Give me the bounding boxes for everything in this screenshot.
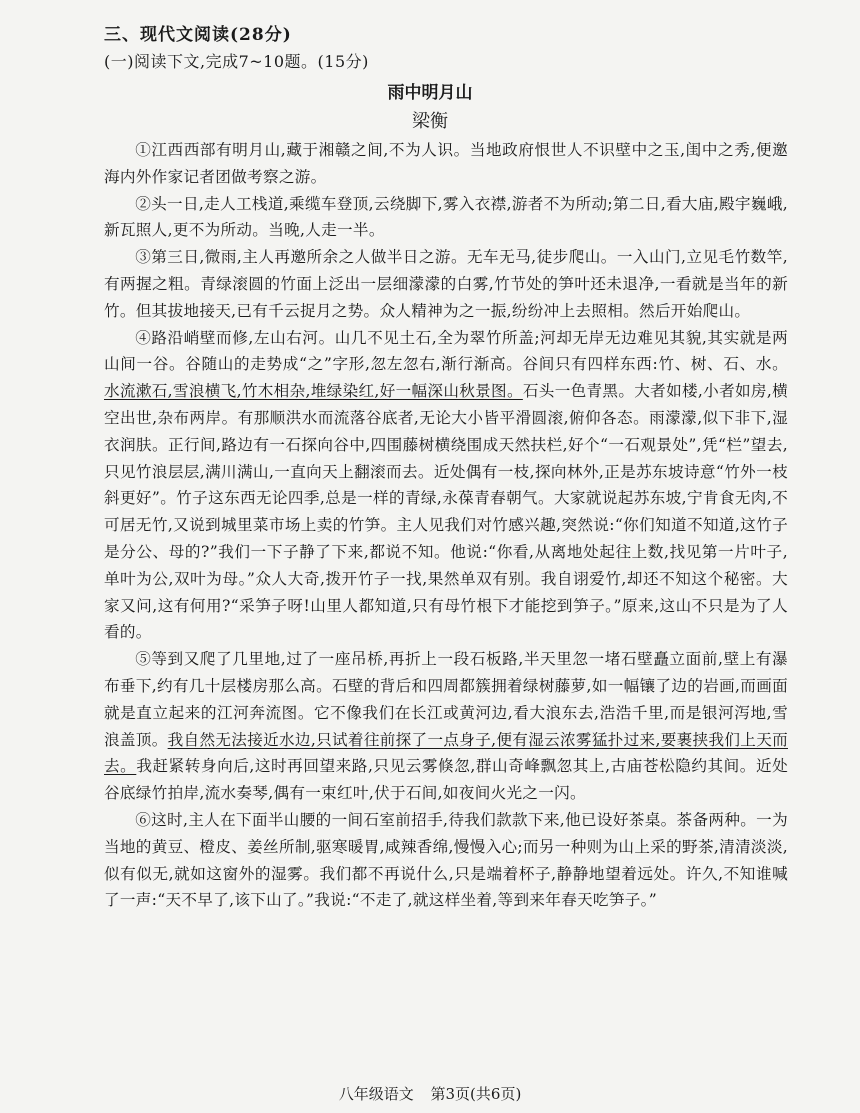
reading-instruction: (一)阅读下文,完成7~10题。(15分) (104, 52, 369, 71)
article-paragraph (104, 325, 788, 647)
paragraph-text: ②头一日,走人工栈道,乘缆车登顶,云绕脚下,雾入衣襟,游者不为所动;第二日,看大庙,殿宇巍峨,新瓦照人,更不为所动。当晚,人走一半。 (104, 194, 788, 240)
article-paragraph (104, 244, 788, 324)
paragraph-text: ③第三日,微雨,主人再邀所余之人做半日之游。无车无马,徒步爬山。一入山门,立见毛竹数竿,有两握之粗。青绿滚圆的竹面上泛出一层细濛濛的白雾,竹节处的笋叶还未退净,一看就是当年的新竹。但其拔地接天,已有千云捉月之势。众人精神为之一振,纷纷冲上去照相。然后开始爬山。 (104, 248, 788, 320)
footer-page-number: 第3页(共6页) (430, 1085, 522, 1103)
paragraph-text: ⑤等到又爬了几里地,过了一座吊桥,再折上一段石板路,半天里忽一堵石壁矗立面前,壁上有瀑布垂下,约有几十层楼房那么高。石壁的背后和四周都簇拥着绿树藤萝,如一幅镶了边的岩画,而画面就是直立起来的江河奔流图。它不像我们在长江或黄河边,看大浪东去,浩浩千里,而是银河泻地,雪浪盖顶。 (104, 650, 788, 749)
page-footer (0, 1083, 860, 1104)
article-body (104, 137, 788, 914)
underlined-sentence: 我自然无法接近水边,只试着往前探了一点身子,便有湿云浓雾猛扑过来,要裹挟我们上天而去。 (104, 730, 788, 776)
article-author: 梁衡 (412, 111, 448, 132)
footer-subject: 八年级语文 (338, 1085, 414, 1103)
article-paragraph (104, 646, 788, 807)
paragraph-text: 石头一色青黑。大者如楼,小者如房,横空出世,杂布两岸。有那顺洪水而流落谷底者,无论大小皆平滑圆滚,俯仰各态。雨濛濛,似下非下,湿衣润肤。正行间,路边有一石探向谷中,四围藤树横绕围成天然扶栏,好个“一石观景处”,凭“栏”望去,只见竹浪层层,满川满山,一直向天上翻滚而去。近处偶有一枝,探向林外,正是苏东坡诗意“竹外一枝斜更好”。竹子这东西无论四季,总是一样的青绿,永葆青春朝气。大家就说起苏东坡,宁肯食无肉,不可居无竹,又说到城里菜市场上卖的竹笋。主人见我们对竹感兴趣,突然说:“你们知道不知道,这竹子是分公、母的?”我们一下子静了下来,都说不知。他说:“你看,从离地处起往上数,找见第一片叶子,单叶为公,双叶为母。”众人大奇,拨开竹子一找,果然单双有别。我自诩爱竹,却还不知这个秘密。大家又问,这有何用?“采笋子呀!山里人都知道,只有母竹根下才能挖到笋子。”原来,这山不只是为了人看的。 (104, 382, 788, 642)
article-paragraph (104, 137, 788, 191)
paragraph-text: ①江西西部有明月山,藏于湘赣之间,不为人识。当地政府恨世人不识壁中之玉,闺中之秀,便邀海内外作家记者团做考察之游。 (104, 141, 788, 186)
paragraph-text: ⑥这时,主人在下面半山腰的一间石室前招手,待我们款款下来,他已设好茶桌。茶备两种。一为当地的黄豆、橙皮、姜丝所制,驱寒暖胃,咸辣香绵,慢慢入心;而另一种则为山上采的野茶,清清淡淡,似有似无,就如这窗外的湿雾。我们都不再说什么,只是端着杯子,静静地望着远处。许久,不知谁喊了一声:“天不早了,该下山了。”我说:“不走了,就这样坐着,等到来年春天吃笋子。” (104, 810, 788, 910)
paragraph-text: ④路沿峭壁而修,左山右河。山几不见土石,全为翠竹所盖;河却无岸无边难见其貌,其实就是两山间一谷。谷随山的走势成“之”字形,忽左忽右,渐行渐高。谷间只有四样东西:竹、树、石、水。 (104, 328, 788, 374)
article-title: 雨中明月山 (387, 83, 473, 103)
paragraph-text: 我赶紧转身向后,这时再回望来路,只见云雾倏忽,群山奇峰飘忽其上,古庙苍松隐约其间。近处谷底绿竹拍岸,流水奏琴,偶有一束红叶,伏于石间,如夜间火光之一闪。 (104, 757, 788, 803)
section-title: 三、现代文阅读(28分) (104, 25, 292, 45)
underlined-sentence: 水流漱石,雪浪横飞,竹木相杂,堆绿染红,好一幅深山秋景图。 (104, 382, 523, 401)
article-paragraph (104, 807, 788, 914)
article-paragraph (104, 191, 788, 245)
